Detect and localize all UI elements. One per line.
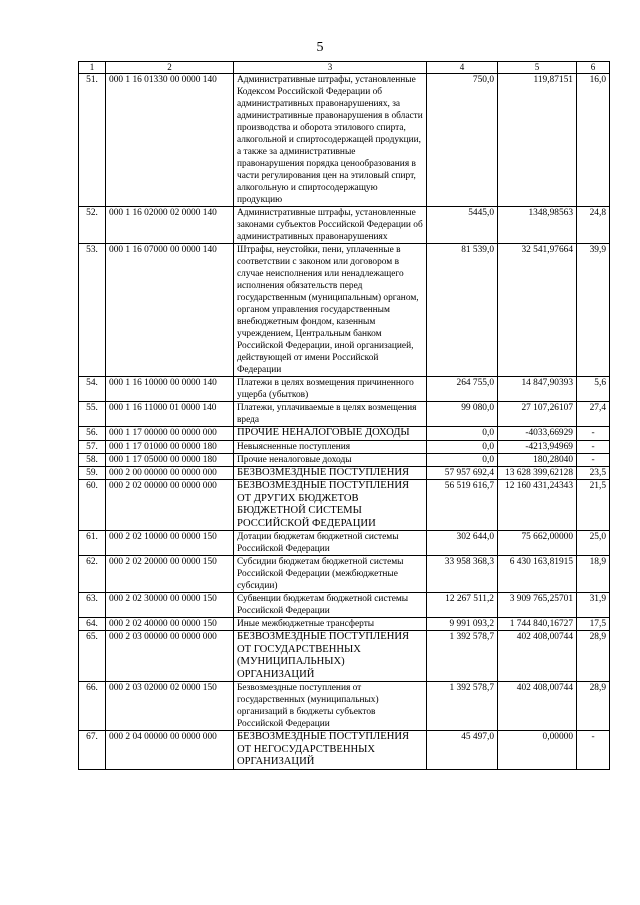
row-number-cell: 64. xyxy=(79,618,106,631)
header-col-3: 3 xyxy=(234,62,427,74)
table-row xyxy=(79,466,610,480)
execution-percent-cell: - xyxy=(577,731,610,770)
table-row xyxy=(79,556,610,593)
budget-code-cell: 000 1 16 07000 00 0000 140 xyxy=(106,244,234,377)
revenue-name-cell: Дотации бюджетам бюджетной системы Российской Федерации xyxy=(234,531,427,556)
revenue-name-cell: Платежи, уплачиваемые в целях возмещения вреда xyxy=(234,402,427,427)
budget-table xyxy=(78,61,610,770)
execution-percent-cell: 24,8 xyxy=(577,207,610,244)
execution-percent-cell: 16,0 xyxy=(577,74,610,207)
row-number-cell: 59. xyxy=(79,466,106,480)
row-number-cell: 54. xyxy=(79,377,106,402)
table-row xyxy=(79,377,610,402)
planned-amount-cell: 45 497,0 xyxy=(427,731,498,770)
budget-code-cell: 000 1 17 00000 00 0000 000 xyxy=(106,427,234,441)
execution-percent-cell: - xyxy=(577,440,610,453)
budget-code-cell: 000 2 02 00000 00 0000 000 xyxy=(106,480,234,531)
actual-amount-cell: 27 107,26107 xyxy=(498,402,577,427)
budget-code-cell: 000 2 03 02000 02 0000 150 xyxy=(106,682,234,731)
row-number-cell: 61. xyxy=(79,531,106,556)
revenue-name-cell: Безвозмездные поступления от государственных (муниципальных) организаций в бюджеты субъектов Российской Федерации xyxy=(234,682,427,731)
table-row xyxy=(79,618,610,631)
budget-code-cell: 000 1 16 11000 01 0000 140 xyxy=(106,402,234,427)
row-number-cell: 65. xyxy=(79,631,106,682)
actual-amount-cell: 180,28040 xyxy=(498,453,577,466)
budget-code-cell: 000 1 16 02000 02 0000 140 xyxy=(106,207,234,244)
planned-amount-cell: 264 755,0 xyxy=(427,377,498,402)
budget-code-cell: 000 2 02 30000 00 0000 150 xyxy=(106,593,234,618)
actual-amount-cell: 32 541,97664 xyxy=(498,244,577,377)
row-number-cell: 56. xyxy=(79,427,106,441)
budget-code-cell: 000 1 16 10000 00 0000 140 xyxy=(106,377,234,402)
table-body xyxy=(79,74,610,770)
page-number: 5 xyxy=(316,40,324,55)
budget-code-cell: 000 1 17 01000 00 0000 180 xyxy=(106,440,234,453)
table-row xyxy=(79,480,610,531)
execution-percent-cell: 28,9 xyxy=(577,631,610,682)
actual-amount-cell: 14 847,90393 xyxy=(498,377,577,402)
row-number-cell: 60. xyxy=(79,480,106,531)
budget-code-cell: 000 1 17 05000 00 0000 180 xyxy=(106,453,234,466)
table-row xyxy=(79,593,610,618)
planned-amount-cell: 5445,0 xyxy=(427,207,498,244)
table-row xyxy=(79,631,610,682)
budget-code-cell: 000 2 02 20000 00 0000 150 xyxy=(106,556,234,593)
table-row xyxy=(79,244,610,377)
table-row xyxy=(79,207,610,244)
execution-percent-cell: - xyxy=(577,453,610,466)
actual-amount-cell: 12 160 431,24343 xyxy=(498,480,577,531)
row-number-cell: 52. xyxy=(79,207,106,244)
execution-percent-cell: 17,5 xyxy=(577,618,610,631)
revenue-name-cell: Прочие неналоговые доходы xyxy=(234,453,427,466)
budget-code-cell: 000 2 02 10000 00 0000 150 xyxy=(106,531,234,556)
table-row xyxy=(79,427,610,441)
planned-amount-cell: 12 267 511,2 xyxy=(427,593,498,618)
table-row xyxy=(79,731,610,770)
budget-code-cell: 000 2 02 40000 00 0000 150 xyxy=(106,618,234,631)
revenue-name-cell: Субсидии бюджетам бюджетной системы Российской Федерации (межбюджетные субсидии) xyxy=(234,556,427,593)
revenue-name-cell: Иные межбюджетные трансферты xyxy=(234,618,427,631)
revenue-name-cell: БЕЗВОЗМЕЗДНЫЕ ПОСТУПЛЕНИЯ ОТ ДРУГИХ БЮДЖЕТОВ БЮДЖЕТНОЙ СИСТЕМЫ РОССИЙСКОЙ ФЕДЕРАЦИИ xyxy=(234,480,427,531)
actual-amount-cell: 402 408,00744 xyxy=(498,631,577,682)
table-header-row xyxy=(79,62,610,74)
planned-amount-cell: 0,0 xyxy=(427,440,498,453)
table-row xyxy=(79,453,610,466)
execution-percent-cell: 31,9 xyxy=(577,593,610,618)
table-row xyxy=(79,682,610,731)
row-number-cell: 55. xyxy=(79,402,106,427)
header-col-5: 5 xyxy=(498,62,577,74)
revenue-name-cell: Невыясненные поступления xyxy=(234,440,427,453)
execution-percent-cell: 18,9 xyxy=(577,556,610,593)
header-col-2: 2 xyxy=(106,62,234,74)
execution-percent-cell: - xyxy=(577,427,610,441)
row-number-cell: 62. xyxy=(79,556,106,593)
actual-amount-cell: -4033,66929 xyxy=(498,427,577,441)
header-col-6: 6 xyxy=(577,62,610,74)
revenue-name-cell: Субвенции бюджетам бюджетной системы Российской Федерации xyxy=(234,593,427,618)
execution-percent-cell: 5,6 xyxy=(577,377,610,402)
planned-amount-cell: 57 957 692,4 xyxy=(427,466,498,480)
actual-amount-cell: 402 408,00744 xyxy=(498,682,577,731)
table-row xyxy=(79,74,610,207)
budget-code-cell: 000 2 03 00000 00 0000 000 xyxy=(106,631,234,682)
budget-code-cell: 000 2 00 00000 00 0000 000 xyxy=(106,466,234,480)
execution-percent-cell: 23,5 xyxy=(577,466,610,480)
actual-amount-cell: 119,87151 xyxy=(498,74,577,207)
row-number-cell: 63. xyxy=(79,593,106,618)
actual-amount-cell: 13 628 399,62128 xyxy=(498,466,577,480)
table-row xyxy=(79,402,610,427)
row-number-cell: 58. xyxy=(79,453,106,466)
row-number-cell: 53. xyxy=(79,244,106,377)
planned-amount-cell: 1 392 578,7 xyxy=(427,682,498,731)
planned-amount-cell: 9 991 093,2 xyxy=(427,618,498,631)
actual-amount-cell: 6 430 163,81915 xyxy=(498,556,577,593)
revenue-name-cell: Штрафы, неустойки, пени, уплаченные в соответствии с законом или договором в случае неисполнения или ненадлежащего исполнения обязательств перед государственным (муниципальным) органом, органом управления государственным внебюджетным фондом, казенным учреждением, Центральным банком Российской Федерации, иной организацией, действующей от имени Российской Федерации xyxy=(234,244,427,377)
planned-amount-cell: 81 539,0 xyxy=(427,244,498,377)
planned-amount-cell: 0,0 xyxy=(427,453,498,466)
planned-amount-cell: 302 644,0 xyxy=(427,531,498,556)
planned-amount-cell: 1 392 578,7 xyxy=(427,631,498,682)
row-number-cell: 66. xyxy=(79,682,106,731)
execution-percent-cell: 39,9 xyxy=(577,244,610,377)
revenue-name-cell: БЕЗВОЗМЕЗДНЫЕ ПОСТУПЛЕНИЯ xyxy=(234,466,427,480)
row-number-cell: 51. xyxy=(79,74,106,207)
execution-percent-cell: 21,5 xyxy=(577,480,610,531)
budget-code-cell: 000 2 04 00000 00 0000 000 xyxy=(106,731,234,770)
budget-code-cell: 000 1 16 01330 00 0000 140 xyxy=(106,74,234,207)
header-col-4: 4 xyxy=(427,62,498,74)
header-col-1: 1 xyxy=(79,62,106,74)
planned-amount-cell: 33 958 368,3 xyxy=(427,556,498,593)
planned-amount-cell: 99 080,0 xyxy=(427,402,498,427)
row-number-cell: 67. xyxy=(79,731,106,770)
actual-amount-cell: 3 909 765,25701 xyxy=(498,593,577,618)
revenue-name-cell: Административные штрафы, установленные Кодексом Российской Федерации об административных правонарушениях, за административные правонарушения в области производства и оборота этилового спирта, алкогольной и спиртосодержащей продукции, а также за административные правонарушения порядка ценообразования в части регулирования цен на этиловый спирт, алкогольную и спиртосодержащую продукцию xyxy=(234,74,427,207)
execution-percent-cell: 27,4 xyxy=(577,402,610,427)
revenue-name-cell: Платежи в целях возмещения причиненного ущерба (убытков) xyxy=(234,377,427,402)
planned-amount-cell: 750,0 xyxy=(427,74,498,207)
actual-amount-cell: -4213,94969 xyxy=(498,440,577,453)
revenue-name-cell: ПРОЧИЕ НЕНАЛОГОВЫЕ ДОХОДЫ xyxy=(234,427,427,441)
row-number-cell: 57. xyxy=(79,440,106,453)
actual-amount-cell: 0,00000 xyxy=(498,731,577,770)
table-row xyxy=(79,531,610,556)
actual-amount-cell: 1 744 840,16727 xyxy=(498,618,577,631)
execution-percent-cell: 25,0 xyxy=(577,531,610,556)
revenue-name-cell: БЕЗВОЗМЕЗДНЫЕ ПОСТУПЛЕНИЯ ОТ НЕГОСУДАРСТВЕННЫХ ОРГАНИЗАЦИЙ xyxy=(234,731,427,770)
execution-percent-cell: 28,9 xyxy=(577,682,610,731)
planned-amount-cell: 56 519 616,7 xyxy=(427,480,498,531)
planned-amount-cell: 0,0 xyxy=(427,427,498,441)
revenue-name-cell: Административные штрафы, установленные законами субъектов Российской Федерации об административных правонарушениях xyxy=(234,207,427,244)
revenue-name-cell: БЕЗВОЗМЕЗДНЫЕ ПОСТУПЛЕНИЯ ОТ ГОСУДАРСТВЕННЫХ (МУНИЦИПАЛЬНЫХ) ОРГАНИЗАЦИЙ xyxy=(234,631,427,682)
table-row xyxy=(79,440,610,453)
actual-amount-cell: 1348,98563 xyxy=(498,207,577,244)
actual-amount-cell: 75 662,00000 xyxy=(498,531,577,556)
